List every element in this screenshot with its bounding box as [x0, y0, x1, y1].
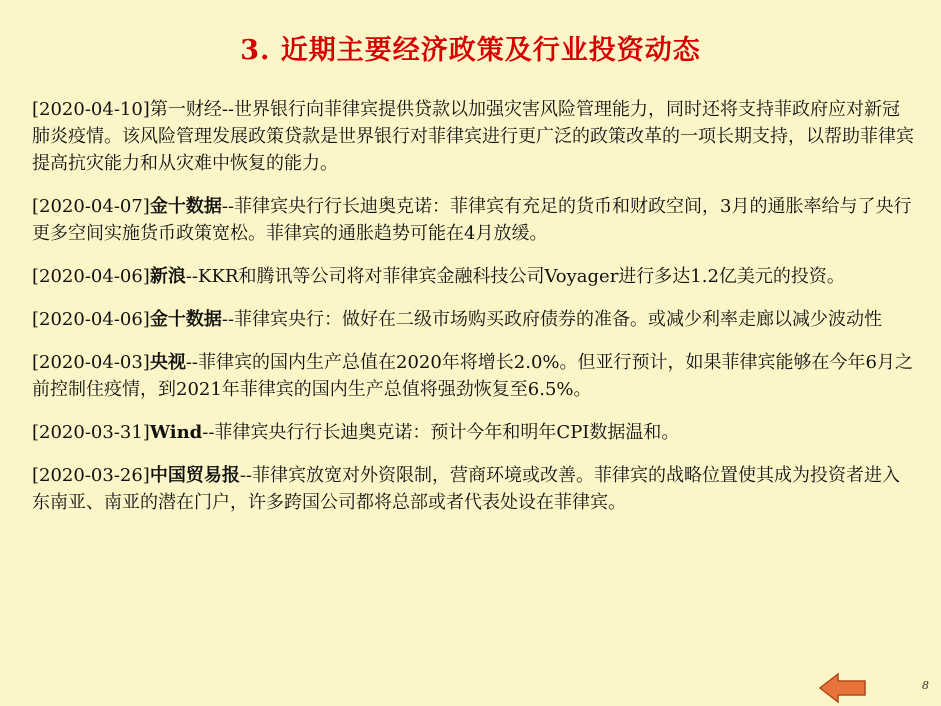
left-arrow-icon[interactable]	[818, 672, 868, 704]
news-separator: --	[202, 422, 215, 443]
news-item	[32, 193, 916, 247]
news-item	[32, 306, 916, 333]
page-number: 8	[922, 679, 929, 692]
news-separator: --	[221, 309, 234, 330]
news-text: 菲律宾央行行长迪奥克诺：预计今年和明年CPI数据温和。	[214, 422, 680, 443]
news-item	[32, 263, 916, 290]
news-separator: --	[185, 352, 198, 373]
news-text: 菲律宾放宽对外资限制，营商环境或改善。菲律宾的战略位置使其成为投资者进入东南亚、南亚的潜在门户，许多跨国公司都将总部或者代表处设在菲律宾。	[32, 465, 900, 513]
news-separator: --	[221, 196, 234, 217]
news-separator: --	[221, 99, 234, 120]
news-item	[32, 462, 916, 516]
news-date: [2020-04-06]	[32, 309, 150, 330]
news-date: [2020-03-31]	[32, 422, 150, 443]
news-list	[32, 96, 916, 532]
news-date: [2020-04-03]	[32, 352, 150, 373]
news-text: 菲律宾央行行长迪奥克诺：菲律宾有充足的货币和财政空间，3月的通胀率给与了央行更多空间实施货币政策宽松。菲律宾的通胀趋势可能在4月放缓。	[32, 196, 912, 244]
news-source: Wind	[149, 422, 203, 443]
news-text: KKR和腾讯等公司将对菲律宾金融科技公司Voyager进行多达1.2亿美元的投资。	[198, 266, 845, 287]
news-source: 中国贸易报	[149, 465, 240, 486]
news-separator: --	[239, 465, 252, 486]
news-text: 菲律宾的国内生产总值在2020年将增长2.0%。但亚行预计，如果菲律宾能够在今年6月之前控制住疫情，到2021年菲律宾的国内生产总值将强劲恢复至6.5%。	[32, 352, 913, 400]
news-source: 新浪	[149, 266, 186, 287]
news-date: [2020-04-10]	[32, 99, 150, 120]
news-date: [2020-03-26]	[32, 465, 150, 486]
news-separator: --	[185, 266, 198, 287]
news-source: 央视	[149, 352, 186, 373]
news-date: [2020-04-07]	[32, 196, 150, 217]
news-item	[32, 419, 916, 446]
news-date: [2020-04-06]	[32, 266, 150, 287]
news-source: 第一财经	[149, 99, 222, 120]
news-text: 菲律宾央行：做好在二级市场购买政府债券的准备。或减少利率走廊以减少波动性	[234, 309, 882, 330]
news-item	[32, 96, 916, 177]
news-source: 金十数据	[149, 196, 222, 217]
news-item	[32, 349, 916, 403]
news-text: 世界银行向菲律宾提供贷款以加强灾害风险管理能力，同时还将支持菲政府应对新冠肺炎疫情。该风险管理发展政策贷款是世界银行对菲律宾进行更广泛的政策改革的一项长期支持，以帮助菲律宾提高抗灾能力和从灾难中恢复的能力。	[32, 99, 914, 174]
news-source: 金十数据	[149, 309, 222, 330]
page-title: 3. 近期主要经济政策及行业投资动态	[240, 35, 701, 66]
